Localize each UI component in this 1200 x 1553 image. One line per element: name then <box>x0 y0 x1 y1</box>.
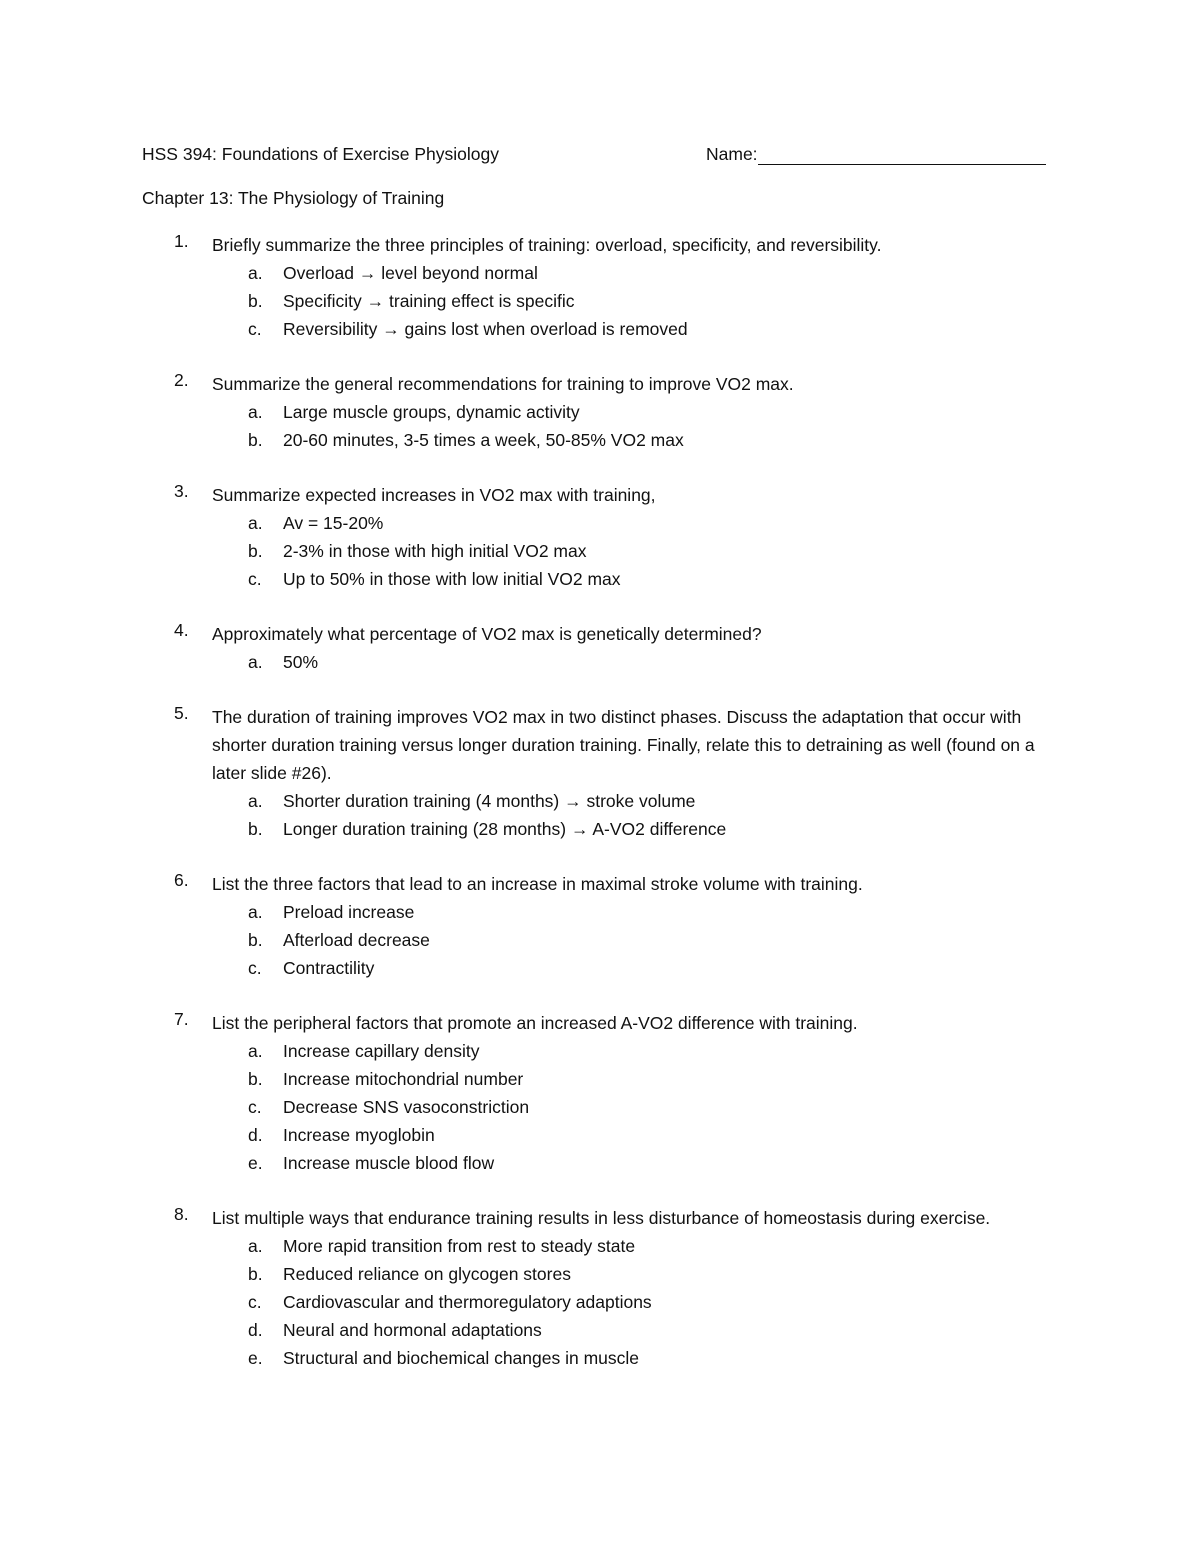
question-text: Summarize expected increases in VO2 max with training, <box>212 485 656 505</box>
question-number: 2. <box>174 370 189 390</box>
answer-text: Neural and hormonal adaptations <box>283 1320 542 1340</box>
answer-text: Structural and biochemical changes in muscle <box>283 1348 640 1368</box>
answer-letter: e. <box>248 1153 263 1173</box>
answer-text: 20-60 minutes, 3-5 times a week, 50-85% VO2 max <box>283 430 684 450</box>
question-item <box>142 1204 1062 1372</box>
answer-text: Reduced reliance on glycogen stores <box>283 1264 571 1284</box>
question-text: List multiple ways that endurance training results in less disturbance of homeostasis during exercise. <box>212 1208 991 1228</box>
chapter-title: Chapter 13: The Physiology of Training <box>142 188 445 208</box>
answer-letter: a. <box>248 263 263 283</box>
answer-letter: b. <box>248 1069 263 1089</box>
answer-letter: c. <box>248 1097 262 1117</box>
answer-item <box>142 509 1062 537</box>
answer-item <box>142 898 1062 926</box>
answer-item <box>142 1149 1062 1177</box>
answer-letter: c. <box>248 1292 262 1312</box>
answer-item <box>142 287 1062 315</box>
question-number: 3. <box>174 481 189 501</box>
answer-text: Shorter duration training (4 months) → stroke volume <box>283 791 696 811</box>
answer-letter: d. <box>248 1125 263 1145</box>
answer-text: Increase muscle blood flow <box>283 1153 495 1173</box>
question-list <box>142 231 1062 1399</box>
answer-item <box>142 1121 1062 1149</box>
question-text: List the peripheral factors that promote an increased A-VO2 difference with training. <box>212 1013 858 1033</box>
answer-item <box>142 815 1062 843</box>
answer-letter: a. <box>248 1236 263 1256</box>
answer-item <box>142 398 1062 426</box>
question-number: 1. <box>174 231 189 251</box>
answer-item <box>142 787 1062 815</box>
answer-letter: b. <box>248 819 263 839</box>
question-item <box>142 620 1062 676</box>
answer-list <box>142 509 1062 593</box>
answer-text: Reversibility → gains lost when overload is removed <box>283 319 688 339</box>
answer-text: Contractility <box>283 958 375 978</box>
answer-item <box>142 1037 1062 1065</box>
answer-text: Up to 50% in those with low initial VO2 max <box>283 569 621 589</box>
answer-item <box>142 259 1062 287</box>
header <box>142 144 1062 170</box>
question-item <box>142 870 1062 982</box>
answer-letter: e. <box>248 1348 263 1368</box>
name-label: Name: <box>706 144 758 164</box>
question-text: Approximately what percentage of VO2 max is genetically determined? <box>212 624 762 644</box>
question-number: 7. <box>174 1009 189 1029</box>
answer-item <box>142 1288 1062 1316</box>
answer-text: Increase capillary density <box>283 1041 480 1061</box>
answer-letter: c. <box>248 319 262 339</box>
question-text: Summarize the general recommendations for training to improve VO2 max. <box>212 374 794 394</box>
answer-letter: c. <box>248 569 262 589</box>
answer-list <box>142 1037 1062 1177</box>
answer-text: Large muscle groups, dynamic activity <box>283 402 580 422</box>
answer-item <box>142 1093 1062 1121</box>
answer-text: 50% <box>283 652 319 672</box>
answer-letter: a. <box>248 791 263 811</box>
question-number: 4. <box>174 620 189 640</box>
question-item <box>142 231 1062 343</box>
question-text: Briefly summarize the three principles of training: overload, specificity, and reversibility. <box>212 235 882 255</box>
answer-text: Increase mitochondrial number <box>283 1069 524 1089</box>
name-field <box>706 144 1046 165</box>
answer-item <box>142 648 1062 676</box>
answer-letter: b. <box>248 291 263 311</box>
question-item <box>142 1009 1062 1177</box>
answer-text: Cardiovascular and thermoregulatory adaptions <box>283 1292 652 1312</box>
answer-item <box>142 315 1062 343</box>
answer-text: Overload → level beyond normal <box>283 263 538 283</box>
answer-letter: a. <box>248 402 263 422</box>
question-text: The duration of training improves VO2 max in two distinct phases. Discuss the adaptation that occur with shorter duration training versus longer duration training. Finally, relate this to detraining as well (found on a later slide #26). <box>212 707 1035 783</box>
answer-list <box>142 787 1062 843</box>
answer-text: 2-3% in those with high initial VO2 max <box>283 541 587 561</box>
answer-letter: b. <box>248 541 263 561</box>
answer-item <box>142 426 1062 454</box>
answer-letter: a. <box>248 1041 263 1061</box>
answer-text: Specificity → training effect is specific <box>283 291 575 311</box>
answer-letter: a. <box>248 513 263 533</box>
answer-text: Av = 15-20% <box>283 513 384 533</box>
question-item <box>142 370 1062 454</box>
question-item <box>142 481 1062 593</box>
course-title: HSS 394: Foundations of Exercise Physiology <box>142 144 499 164</box>
question-number: 8. <box>174 1204 189 1224</box>
answer-letter: b. <box>248 1264 263 1284</box>
answer-item <box>142 926 1062 954</box>
answer-text: Afterload decrease <box>283 930 430 950</box>
answer-item <box>142 1065 1062 1093</box>
answer-letter: a. <box>248 652 263 672</box>
answer-list <box>142 1232 1062 1372</box>
name-blank-line <box>758 144 1046 165</box>
answer-letter: a. <box>248 902 263 922</box>
answer-letter: b. <box>248 430 263 450</box>
answer-letter: c. <box>248 958 262 978</box>
answer-letter: b. <box>248 930 263 950</box>
answer-letter: d. <box>248 1320 263 1340</box>
answer-text: More rapid transition from rest to steady state <box>283 1236 636 1256</box>
answer-item <box>142 954 1062 982</box>
answer-list <box>142 398 1062 454</box>
answer-item <box>142 1232 1062 1260</box>
answer-text: Longer duration training (28 months) → A-VO2 difference <box>283 819 727 839</box>
answer-list <box>142 259 1062 343</box>
answer-item <box>142 1316 1062 1344</box>
answer-item <box>142 1344 1062 1372</box>
answer-list <box>142 898 1062 982</box>
answer-list <box>142 648 1062 676</box>
question-text: List the three factors that lead to an increase in maximal stroke volume with training. <box>212 874 863 894</box>
answer-item <box>142 1260 1062 1288</box>
answer-item <box>142 537 1062 565</box>
answer-text: Decrease SNS vasoconstriction <box>283 1097 530 1117</box>
question-item <box>142 703 1062 843</box>
answer-item <box>142 565 1062 593</box>
question-number: 5. <box>174 703 189 723</box>
question-number: 6. <box>174 870 189 890</box>
answer-text: Increase myoglobin <box>283 1125 435 1145</box>
answer-text: Preload increase <box>283 902 415 922</box>
